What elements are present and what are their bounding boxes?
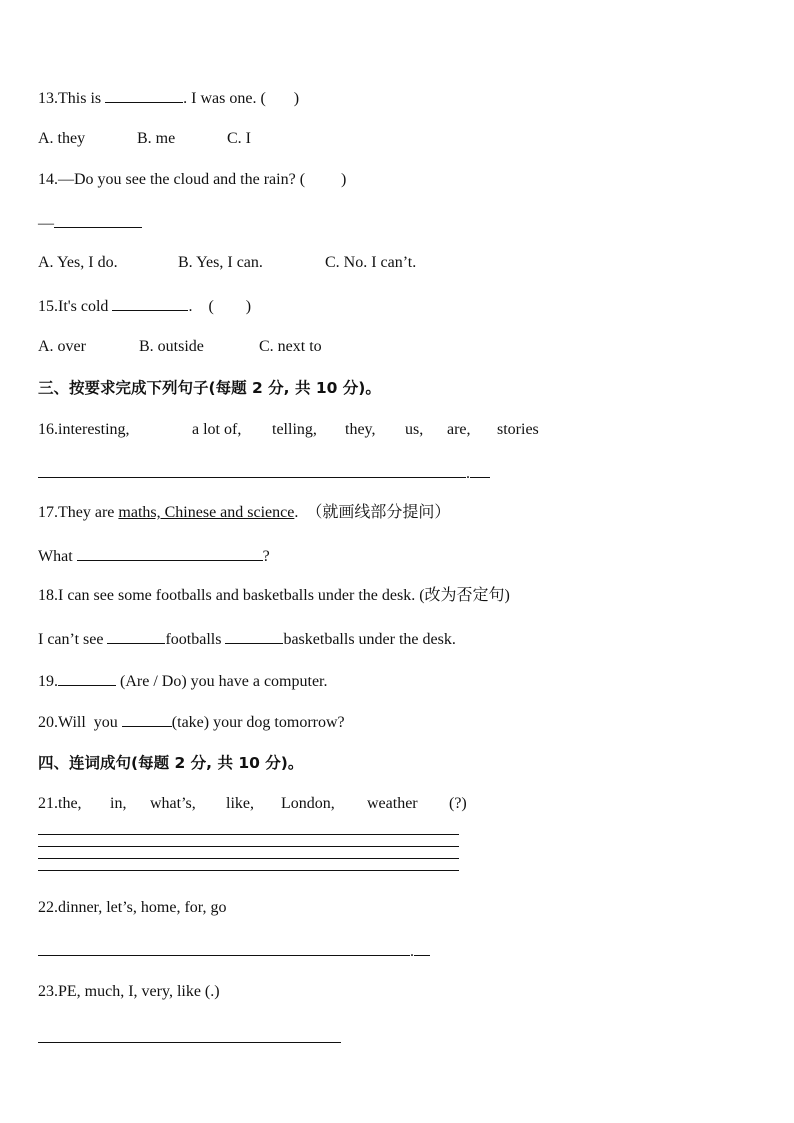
word-chip: us, xyxy=(405,421,424,438)
answer-blank[interactable] xyxy=(225,628,283,644)
word-chip: stories xyxy=(497,421,539,438)
option-c[interactable]: C. I xyxy=(227,130,251,147)
question-17-answer-line: What ? xyxy=(38,545,270,567)
question-17: 17.They are maths, Chinese and science. （就画线部分提问） xyxy=(38,504,451,521)
answer-blank-tail xyxy=(470,462,490,478)
question-21: 21.the, in, what’s, like, London, weather (?) xyxy=(38,795,467,812)
answer-blank[interactable] xyxy=(38,462,466,478)
option-c[interactable]: C. No. I can’t. xyxy=(325,254,417,271)
question-15-options xyxy=(38,337,322,357)
question-22-answer-line: . xyxy=(38,940,430,962)
answer-blank[interactable] xyxy=(58,670,116,686)
question-14: 14.—Do you see the cloud and the rain? ( ) xyxy=(38,171,347,188)
word-chip: in, xyxy=(110,795,127,812)
option-a[interactable]: A. over xyxy=(38,338,86,355)
question-16: 16.interesting, a lot of, telling, they, us, are, stories xyxy=(38,421,539,438)
question-14-answer-line: — xyxy=(38,212,142,234)
question-15: 15.It's cold . ( ) xyxy=(38,295,251,317)
answer-rule[interactable] xyxy=(38,858,459,859)
word-chip: what’s, xyxy=(150,795,196,812)
option-b[interactable]: B. Yes, I can. xyxy=(178,254,263,271)
option-b[interactable]: B. outside xyxy=(139,338,204,355)
answer-rule[interactable] xyxy=(38,834,459,835)
word-chip: interesting, xyxy=(58,421,130,438)
answer-blank[interactable] xyxy=(112,295,188,311)
word-chip: (?) xyxy=(449,795,467,812)
word-chip: the, xyxy=(58,795,82,812)
question-13-options xyxy=(38,129,251,149)
answer-blank[interactable] xyxy=(77,545,263,561)
question-22: 22.dinner, let’s, home, for, go xyxy=(38,899,227,916)
answer-blank[interactable] xyxy=(54,212,142,228)
question-14-options xyxy=(38,253,416,273)
question-18: 18.I can see some footballs and basketballs under the desk. (改为否定句) xyxy=(38,587,510,604)
question-16-answer-line: . xyxy=(38,462,490,484)
section-3-heading: 三、按要求完成下列句子(每题 2 分, 共 10 分)。 xyxy=(38,379,381,397)
question-18-answer-line: I can’t see footballs basketballs under the desk. xyxy=(38,628,456,650)
word-chip: telling, xyxy=(272,421,317,438)
answer-blank-tail xyxy=(414,940,430,956)
word-chip: are, xyxy=(447,421,471,438)
option-c[interactable]: C. next to xyxy=(259,338,322,355)
option-a[interactable]: A. Yes, I do. xyxy=(38,254,118,271)
option-b[interactable]: B. me xyxy=(137,130,176,147)
answer-blank[interactable] xyxy=(38,940,410,956)
answer-blank[interactable] xyxy=(107,628,165,644)
answer-blank[interactable] xyxy=(105,87,183,103)
answer-rule[interactable] xyxy=(38,1042,341,1043)
word-chip: weather xyxy=(367,795,418,812)
answer-blank[interactable] xyxy=(122,711,172,727)
answer-rule[interactable] xyxy=(38,870,459,871)
question-13: 13.This is . I was one. ( ) xyxy=(38,87,299,109)
section-4-heading: 四、连词成句(每题 2 分, 共 10 分)。 xyxy=(38,754,304,772)
underlined-phrase: maths, Chinese and science xyxy=(118,504,295,521)
answer-rule[interactable] xyxy=(38,846,459,847)
question-23: 23.PE, much, I, very, like (.) xyxy=(38,983,220,1000)
word-chip: a lot of, xyxy=(192,421,242,438)
word-chip: they, xyxy=(345,421,376,438)
option-a[interactable]: A. they xyxy=(38,130,86,147)
word-chip: London, xyxy=(281,795,335,812)
question-20: 20.Will you (take) your dog tomorrow? xyxy=(38,711,345,733)
question-19: 19. (Are / Do) you have a computer. xyxy=(38,670,327,692)
word-chip: like, xyxy=(226,795,254,812)
